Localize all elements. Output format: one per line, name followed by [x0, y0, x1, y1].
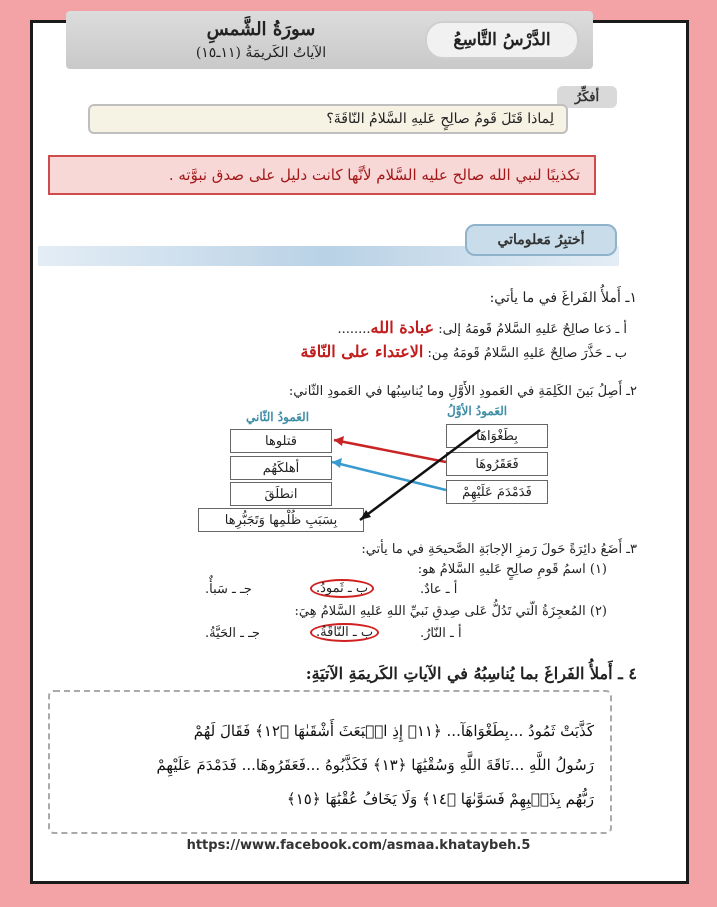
col2-item-2: أهلكَهُم	[230, 456, 332, 480]
col2-item-1: قتلوها	[230, 429, 332, 453]
verse-line-2: رَسُولُ اللَّهِ ...نَاقَةَ اللَّهِ وَسُقْيَٰهَا ﴿١٣﴾ فَكَذَّبُوهُ ...فَعَقَرُوهَا... فَدَمْدَمَ عَلَيْهِمْ	[156, 756, 594, 774]
lesson-label: الدَّرْسُ التَّاسِعُ	[425, 21, 579, 59]
q3-item1-c: جـ ـ سَبأٌ.	[205, 582, 252, 597]
match-line-blue	[332, 462, 446, 490]
q3-title: ٣ـ أَضَعُ دائِرَةً حَولَ رَمزِ الإجابَةِ الصَّحيحَةِ في ما يأتي:	[361, 542, 637, 557]
col2-item-4: بِسَبَبِ ظُلْمِها وَتَجَبُّرِها	[198, 508, 364, 532]
match-arrow-red	[334, 436, 344, 446]
verses-range: الآياتُ الكَريمَةُ (١١ـ١٥)	[195, 45, 327, 61]
q3-item1-a: أ ـ عادٌ.	[420, 582, 458, 597]
q4-title: ٤ ـ أَملأُ الفَراغَ بما يُناسِبُهُ في الآياتِ الكَريمَةِ الآتيَةِ:	[305, 664, 637, 683]
col1-item-2: فَعَقَرُوهَا	[446, 452, 548, 476]
q2-title: ٢ـ أَصِلُ بَينَ الكَلِمَةِ في العَمودِ الأَوَّلِ وما يُناسِبُها في العَمودِ الثّاني:	[288, 384, 637, 399]
surah-name: سورَةُ الشَّمسِ	[206, 19, 316, 40]
verse-line-1: كَذَّبَتْ ثَمُودُ ...بِطَغْوَاهَآ... ﴿١١﴾ إِذِ انۢبَعَثَ أَشْقَىٰهَا ﴿١٢﴾ فَقَالَ لَهُمْ	[193, 722, 594, 740]
col2-item-3: انطلَقَ	[230, 482, 332, 506]
col1-item-3: فَدَمْدَمَ عَلَيْهِمْ	[446, 480, 548, 504]
col1-item-1: بِطَغْوَاهَا	[446, 424, 548, 448]
q1-a-answer: عبادة الله	[370, 318, 435, 337]
q3-item2-c: جـ ـ الحَيَّةُ.	[205, 626, 260, 641]
q1-title: ١ـ أَملأُ الفَراغَ في ما يأتي:	[489, 290, 637, 306]
q3-item2: (٢) المُعجِزَةُ الّتي تَدُلُّ عَلى صِدقِ نَبيِّ اللهِ عَليهِ السَّلامُ هِيَ:	[294, 604, 607, 619]
verse-line-3: رَبُّهُم بِذَنۢبِهِمْ فَسَوَّىٰهَا ﴿١٤﴾ وَلَا يَخَافُ عُقْبَٰهَا ﴿١٥﴾	[286, 790, 594, 808]
match-line-black	[360, 430, 480, 520]
q1-a-prompt: أ ـ دَعا صالِحٌ عَليهِ السَّلامُ قَومَهُ إلى:	[438, 322, 627, 337]
test-tag: أختبِرُ مَعلوماتي	[465, 224, 617, 256]
think-tag: أفكِّرُ	[557, 86, 617, 108]
col2-header: العَمودُ الثّاني	[246, 410, 310, 424]
think-question: لِماذا قَتَلَ قَومُ صالِحٍ عَليهِ السَّلامُ النّاقَةَ؟	[88, 104, 568, 134]
col1-header: العَمودُ الأوَّلُ	[447, 404, 508, 418]
q3-item2-a: أ ـ النّارُ.	[420, 626, 462, 641]
match-arrow-blue	[332, 458, 342, 468]
q3-item1: (١) اسمُ قَومِ صالِحٍ عَليهِ السَّلامُ هو:	[417, 562, 607, 577]
q1-a-dots: ........	[337, 322, 371, 337]
q1-b-answer: الاعتداء على النّاقة	[300, 342, 424, 361]
verses-box	[48, 690, 612, 834]
think-answer: تكذيبًا لنبي الله صالح عليه السَّلام لأنَّها كانت دليل على صدق نبوَّته .	[48, 155, 596, 195]
answer-circle: ب ـ ثَمودُ.	[310, 579, 374, 598]
match-line-red	[334, 440, 446, 462]
q1-b-prompt: ب ـ حَذَّرَ صالِحٌ عَليهِ السَّلامُ قَومَهُ مِن:	[427, 346, 627, 361]
q3-item2-b	[310, 623, 379, 642]
footer-url: https://www.facebook.com/asmaa.khataybeh.5	[186, 838, 531, 853]
q3-item1-b	[310, 579, 374, 598]
answer-circle: ب ـ النّاقَةُ.	[310, 623, 379, 642]
